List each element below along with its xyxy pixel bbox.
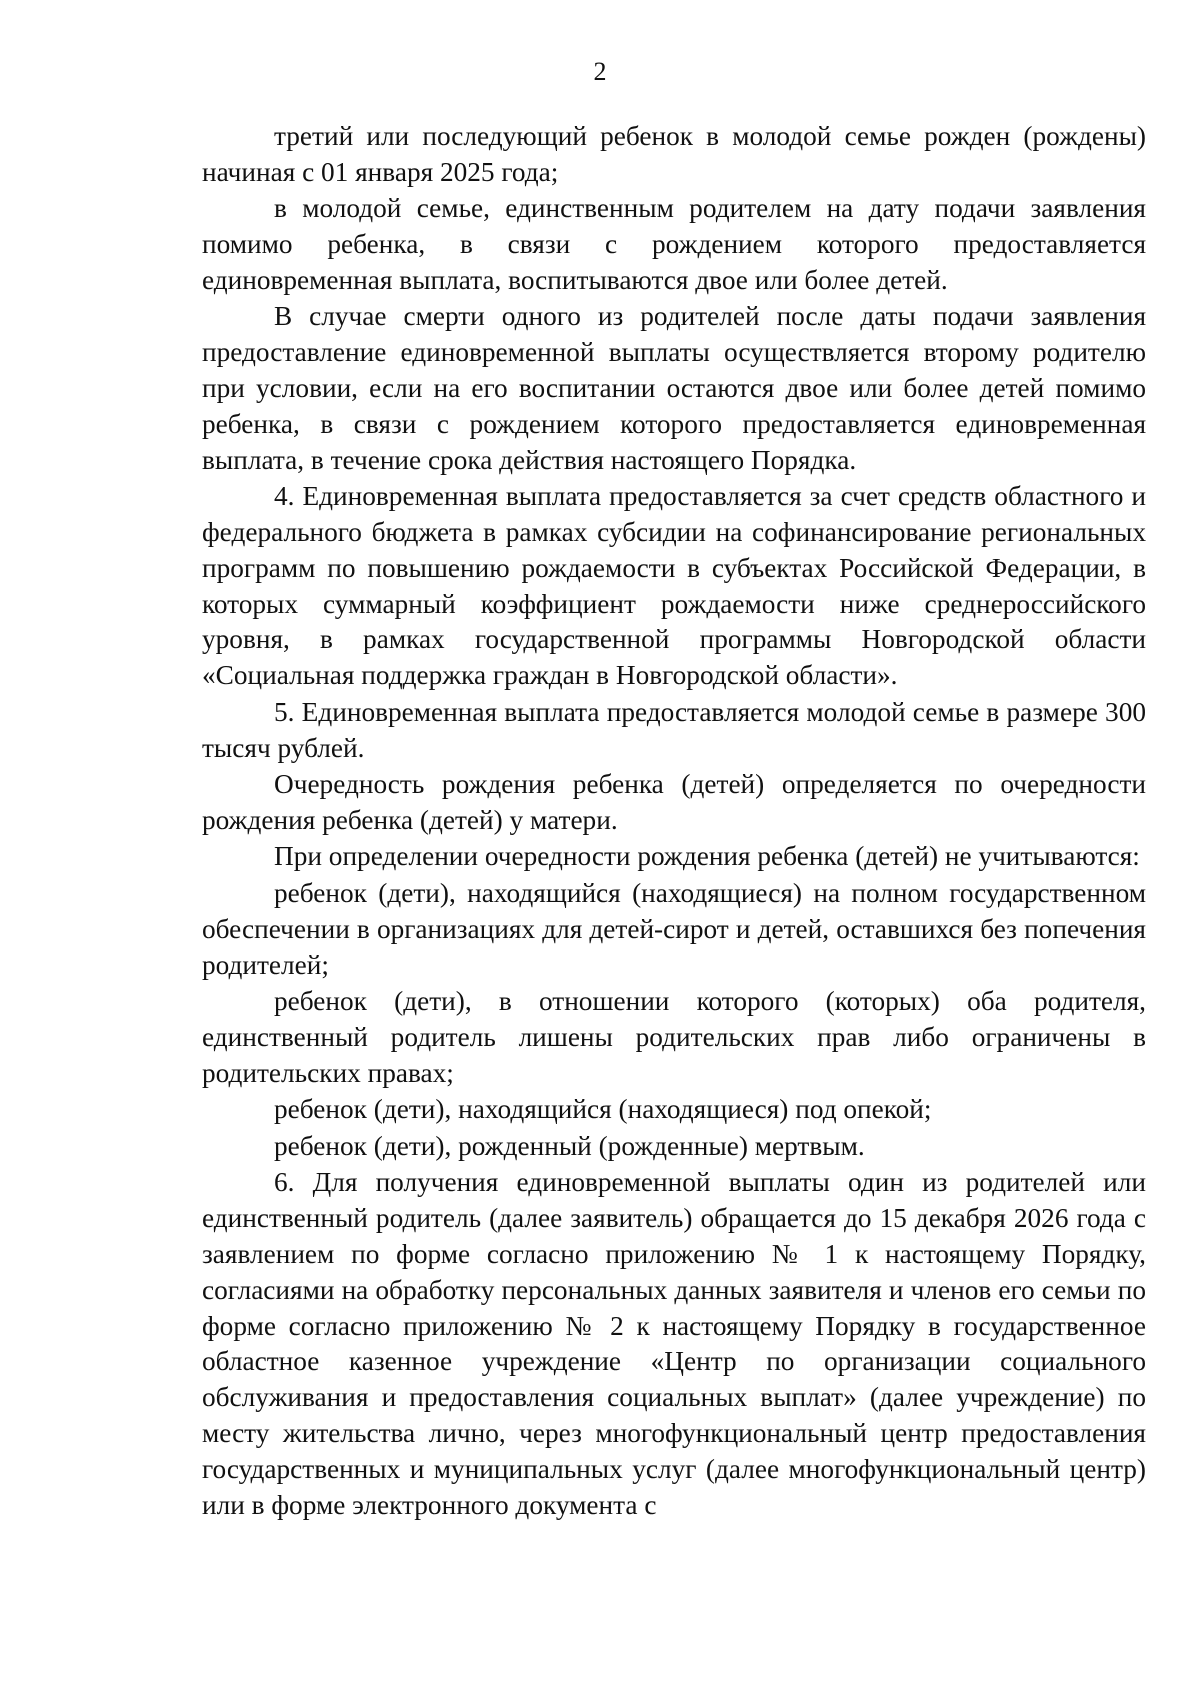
paragraph-single-parent: в молодой семье, единственным родителем на дату подачи заявления помимо ребенка, в связи с рождением которого предоставляется единовременная выплата, воспитываются двое или более детей. xyxy=(202,193,1146,295)
paragraph-exclusion-guardianship: ребенок (дети), находящийся (находящиеся) под опекой; xyxy=(274,1094,932,1125)
paragraph-exclusions-intro: При определении очередности рождения ребенка (детей) не учитываются: xyxy=(274,841,1140,872)
paragraph-clause-5: 5. Единовременная выплата предоставляется молодой семье в размере 300 тысяч рублей. xyxy=(202,696,1146,763)
paragraph-clause-4: 4. Единовременная выплата предоставляется за счет средств областного и федерального бюджета в рамках субсидии на софинансирование региональных программ по повышению рождаемости в субъектах Российской Федерации, в которых суммарный коэффициент рождаемости ниже среднероссийского уровня, в рамках государственной программы Новгородской области «Социальная поддержка граждан в Новгородской области». xyxy=(202,481,1146,691)
paragraph-parent-death: В случае смерти одного из родителей после даты подачи заявления предоставление единовременной выплаты осуществляется второму родителю при условии, если на его воспитании остаются двое или более детей помимо ребенка, в связи с рождением которого предоставляется единовременная выплата, в течение срока действия настоящего Порядка. xyxy=(202,301,1146,475)
page-number: 2 xyxy=(593,57,607,86)
paragraph-third-child: третий или последующий ребенок в молодой семье рожден (рождены) начиная с 01 января 2025 года; xyxy=(202,121,1146,187)
paragraph-exclusion-state-care: ребенок (дети), находящийся (находящиеся) на полном государственном обеспечении в организациях для детей-сирот и детей, оставшихся без попечения родителей; xyxy=(202,877,1146,980)
paragraph-exclusion-parental-rights: ребенок (дети), в отношении которого (которых) оба родителя, единственный родитель лишены родительских прав либо ограничены в родительских правах; xyxy=(202,986,1146,1088)
paragraph-birth-order: Очередность рождения ребенка (детей) определяется по очередности рождения ребенка (детей) у матери. xyxy=(202,769,1146,835)
paragraph-exclusion-stillborn: ребенок (дети), рожденный (рожденные) мертвым. xyxy=(274,1130,865,1161)
document-body xyxy=(202,119,1146,1524)
paragraph-clause-6: 6. Для получения единовременной выплаты один из родителей или единственный родитель (далее заявитель) обращается до 15 декабря 2026 года с заявлением по форме согласно приложению № 1 к настоящему Порядку, согласиями на обработку персональных данных заявителя и членов его семьи по форме согласно приложению № 2 к настоящему Порядку в государственное областное казенное учреждение «Центр по организации социального обслуживания и предоставления социальных выплат» (далее учреждение) по месту жительства лично, через многофункциональный центр предоставления государственных и муниципальных услуг (далее многофункциональный центр) или в форме электронного документа с xyxy=(202,1167,1146,1520)
